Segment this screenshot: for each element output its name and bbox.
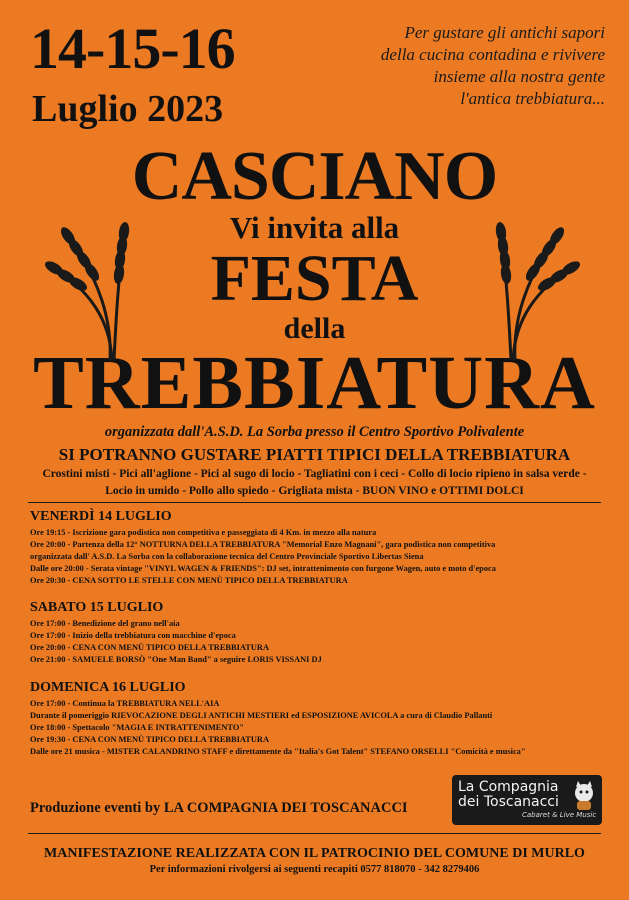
program-item: Ore 19:30 - CENA CON MENÙ TIPICO DELLA TREBBIATURA xyxy=(30,734,270,744)
festa-title: FESTA xyxy=(210,242,419,315)
cat-mascot-icon xyxy=(570,781,598,811)
program-item: Ore 21:00 - SAMUELE BORSÒ "One Man Band" a seguire LORIS VISSANI DJ xyxy=(30,654,322,664)
menu-line: Crostini misti - Pici all'aglione - Pici al sugo di locio - Tagliatini con i ceci - Collo di locio ripieno in salsa verde - xyxy=(42,468,587,480)
town-name: CASCIANO xyxy=(131,138,498,215)
day-title: SABATO 15 LUGLIO xyxy=(30,600,164,615)
logo-line: dei Toscanacci xyxy=(458,794,559,810)
day-title: VENERDÌ 14 LUGLIO xyxy=(30,509,172,524)
program-item: Dalle ore 20:00 - Serata vintage "VINYL WAGEN & FRIENDS": DJ set, intrattenimento con furgone Wagen, auto e moto d'epoca xyxy=(30,563,496,573)
della-text: della xyxy=(283,312,346,345)
logo-tagline: Cabaret & Live Music xyxy=(522,811,597,819)
intro-line: insieme alla nostra gente xyxy=(433,67,605,86)
wheat-icon xyxy=(40,210,160,360)
intro-line: l'antica trebbiatura... xyxy=(460,89,605,108)
contact-info: Per informazioni rivolgersi ai seguenti recapiti 0577 818070 - 342 8279406 xyxy=(149,864,480,875)
program-item: Ore 20:30 - CENA SOTTO LE STELLE CON MENÙ TIPICO DELLA TREBBIATURA xyxy=(30,575,348,585)
logo-line: La Compagnia xyxy=(458,779,559,795)
invite-text: Vi invita alla xyxy=(229,210,400,245)
program-item: Dalle ore 21 musica - MISTER CALANDRINO STAFF e direttamente da "Italia's Got Talent" STEFANO ORSELLI "Comicità e musica" xyxy=(30,746,526,756)
program-item: Ore 18:00 - Spettacolo "MAGIA E INTRATTENIMENTO" xyxy=(30,722,245,732)
patronage-text: MANIFESTAZIONE REALIZZATA CON IL PATROCINIO DEL COMUNE DI MURLO xyxy=(44,846,585,861)
program-list xyxy=(30,618,322,666)
menu-list xyxy=(20,466,609,500)
day-title: DOMENICA 16 LUGLIO xyxy=(30,680,186,695)
company-logo xyxy=(452,775,602,825)
wheat-icon xyxy=(465,210,585,360)
program-item: Ore 19:15 - Iscrizione gara podistica non competitiva e passeggiata di 4 Km. in mezzo alla natura xyxy=(30,528,377,537)
program-item: organizzata dall' A.S.D. La Sorba con la collaborazione tecnica del Centro Provinciale Sportivo Libertas Siena xyxy=(30,551,424,561)
production-credit: Produzione eventi by LA COMPAGNIA DEI TOSCANACCI xyxy=(30,800,408,816)
program-list xyxy=(30,698,526,758)
intro-line: della cucina contadina e rivivere xyxy=(380,45,605,64)
program-item: Ore 17:00 - Benedizione del grano nell'aia xyxy=(30,619,180,628)
divider xyxy=(28,502,601,503)
program-item: Ore 17:00 - Inizio della trebbiatura con macchine d'epoca xyxy=(30,630,236,640)
organizer-text: organizzata dall'A.S.D. La Sorba presso il Centro Sportivo Polivalente xyxy=(104,424,525,440)
trebbiatura-title: TREBBIATURA xyxy=(33,341,596,425)
event-dates: 14-15-16 xyxy=(30,16,235,81)
event-month-year: Luglio 2023 xyxy=(32,88,224,130)
program-item: Ore 20:00 - Partenza della 12° NOTTURNA DELLA TREBBIATURA "Memorial Enzo Magnani", gara podistica non competitiva xyxy=(30,539,496,549)
intro-text xyxy=(305,22,605,110)
menu-line: Locio in umido - Pollo allo spiedo - Grigliata mista - BUON VINO e OTTIMI DOLCI xyxy=(105,485,524,497)
program-item: Ore 17:00 - Continua la TREBBIATURA NELL'AIA xyxy=(30,699,220,708)
program-item: Ore 20:00 - CENA CON MENÙ TIPICO DELLA TREBBIATURA xyxy=(30,642,270,652)
menu-title: SI POTRANNO GUSTARE PIATTI TIPICI DELLA TREBBIATURA xyxy=(58,445,571,464)
program-item: Durante il pomeriggio RIEVOCAZIONE DEGLI ANTICHI MESTIERI ed ESPOSIZIONE AVICOLA a cura di Claudio Pallanti xyxy=(30,710,493,720)
intro-line: Per gustare gli antichi sapori xyxy=(404,23,605,42)
divider xyxy=(28,833,601,834)
program-list xyxy=(30,527,496,587)
